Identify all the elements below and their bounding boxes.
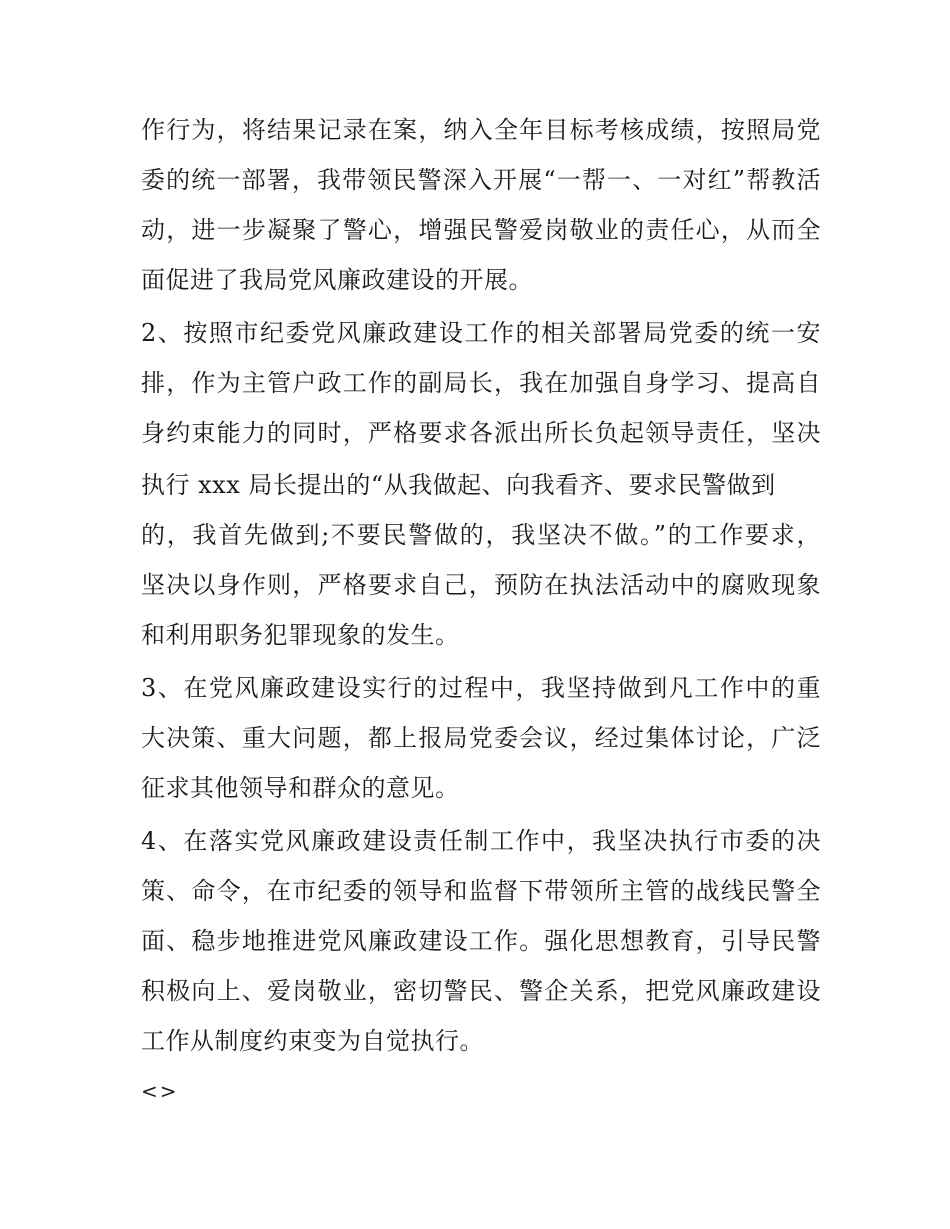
- text-line: 工作从制度约束变为自觉执行。: [141, 1027, 484, 1055]
- text-line: 作行为，将结果记录在案，纳入全年目标考核成绩，按照局党: [141, 116, 821, 144]
- text-line: 征求其他领导和群众的意见。: [141, 774, 460, 802]
- text-line: 3、在党风廉政建设实行的过程中，我坚持做到凡工作中的重: [141, 674, 821, 702]
- text-line: 委的统一部署，我带领民警深入开展“一帮一、一对红”帮教活: [141, 166, 821, 194]
- text-line: 大决策、重大问题，都上报局党委会议，经过集体讨论，广泛: [141, 724, 821, 752]
- text-line: 动，进一步凝聚了警心，增强民警爱岗敬业的责任心，从而全: [141, 216, 821, 244]
- text-line: 身约束能力的同时，严格要求各派出所长负起领导责任，坚决: [141, 419, 821, 447]
- text-line: 坚决以身作则，严格要求自己，预防在执法活动中的腐败现象: [141, 571, 821, 599]
- text-line: 执行 xxx 局长提出的“从我做起、向我看齐、要求民警做到: [141, 471, 776, 499]
- text-line: 2、按照市纪委党风廉政建设工作的相关部署局党委的统一安: [141, 319, 821, 347]
- text-line: 排，作为主管户政工作的副局长，我在加强自身学习、提高自: [141, 369, 821, 397]
- text-line: 和利用职务犯罪现象的发生。: [141, 621, 460, 649]
- text-line: 的，我首先做到;不要民警做的，我坚决不做。”的工作要求，: [141, 521, 821, 549]
- text-line: 积极向上、爱岗敬业，密切警民、警企关系，把党风廉政建设: [141, 977, 821, 1005]
- text-line: 面促进了我局党风廉政建设的开展。: [141, 266, 533, 294]
- text-line: 策、命令，在市纪委的领导和监督下带领所主管的战线民警全: [141, 877, 821, 905]
- text-line: 4、在落实党风廉政建设责任制工作中，我坚决执行市委的决: [141, 827, 821, 855]
- text-line: 面、稳步地推进党风廉政建设工作。强化思想教育，引导民警: [141, 927, 821, 955]
- end-mark: <>: [141, 1079, 179, 1103]
